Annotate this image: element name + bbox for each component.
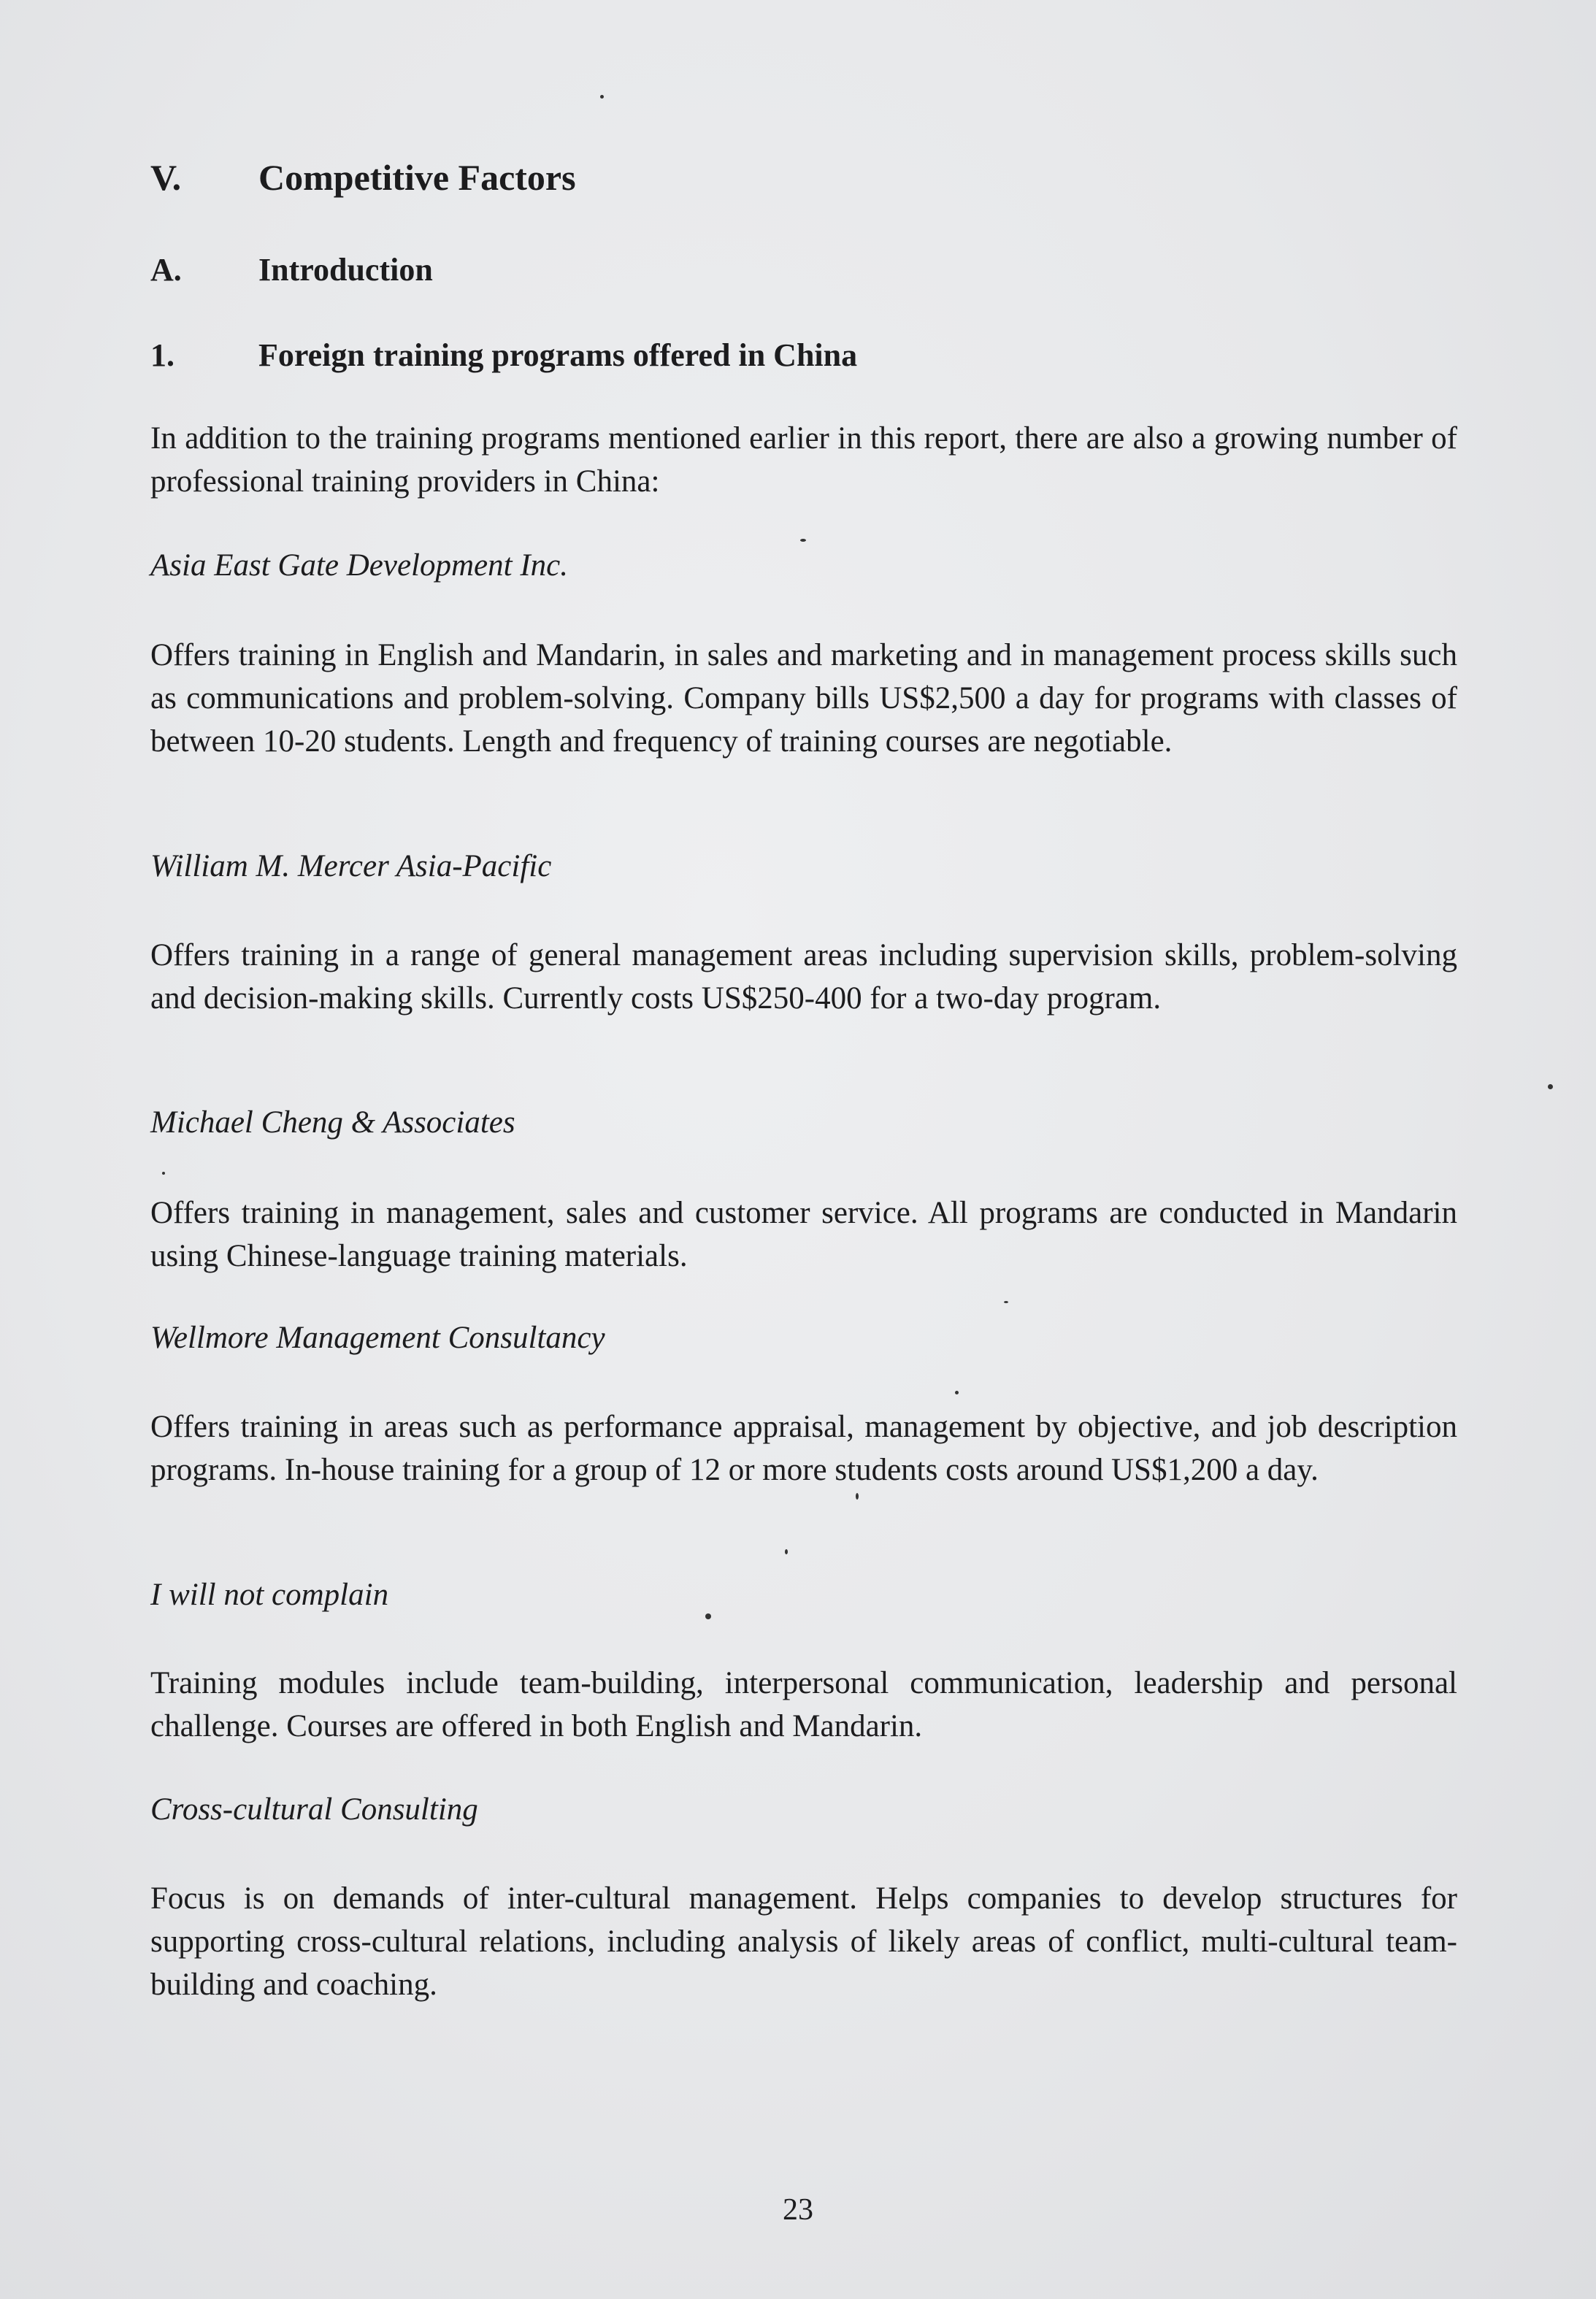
scan-speck [785,1549,788,1554]
page-number: 23 [783,2193,813,2227]
intro-paragraph: In addition to the training programs mentioned earlier in this report, there are also a growing number of professional training providers in China: [150,421,1457,499]
subsection-title: Introduction [258,252,433,288]
provider-description: Training modules include team-building, interpersonal communication, leadership and personal challenge. Courses are offered in both English and Mandarin. [150,1666,1457,1743]
scan-speck [955,1391,959,1394]
provider-name: Michael Cheng & Associates [150,1105,515,1140]
scan-speck [856,1493,859,1500]
scan-speck [162,1172,165,1175]
topic-number: 1. [150,337,174,373]
provider-name: Asia East Gate Development Inc. [150,548,568,583]
section-number: V. [150,157,182,198]
provider-name: I will not complain [150,1578,389,1612]
provider-description: Focus is on demands of inter-cultural management. Helps companies to develop structures for supporting cross-cultural relations, including analysis of likely areas of conflict, multi-cultural team-building and coaching. [150,1881,1457,2002]
subsection-letter: A. [150,252,182,288]
provider-name: William M. Mercer Asia-Pacific [150,849,552,883]
scan-speck [1548,1084,1553,1089]
topic-title: Foreign training programs offered in China [258,337,858,373]
scan-speck [1004,1301,1008,1303]
provider-description: Offers training in management, sales and customer service. All programs are conducted in Mandarin using Chinese-language training materials. [150,1196,1457,1273]
subsection-heading [150,251,433,288]
scan-speck [800,539,806,542]
provider-description: Offers training in English and Mandarin, in sales and marketing and in management process skills such as communications and problem-solving. Company bills US$2,500 a day for programs with classes of between 10-20 students. Length and frequency of training courses are negotiable. [150,638,1457,759]
bleed-through [131,164,139,200]
provider-name: Wellmore Management Consultancy [150,1321,605,1355]
section-title: Competitive Factors [258,157,576,198]
scan-speck [600,95,604,99]
topic-heading [150,337,857,374]
scan-speck [705,1613,711,1619]
provider-name: Cross-cultural Consulting [150,1792,478,1827]
provider-description: Offers training in areas such as performance appraisal, management by objective, and job description programs. In-house training for a group of 12 or more students costs around US$1,200 a day. [150,1410,1457,1487]
section-heading [150,156,576,199]
provider-description: Offers training in a range of general management areas including supervision skills, problem-solving and decision-making skills. Currently costs US$250-400 for a two-day program. [150,938,1457,1016]
